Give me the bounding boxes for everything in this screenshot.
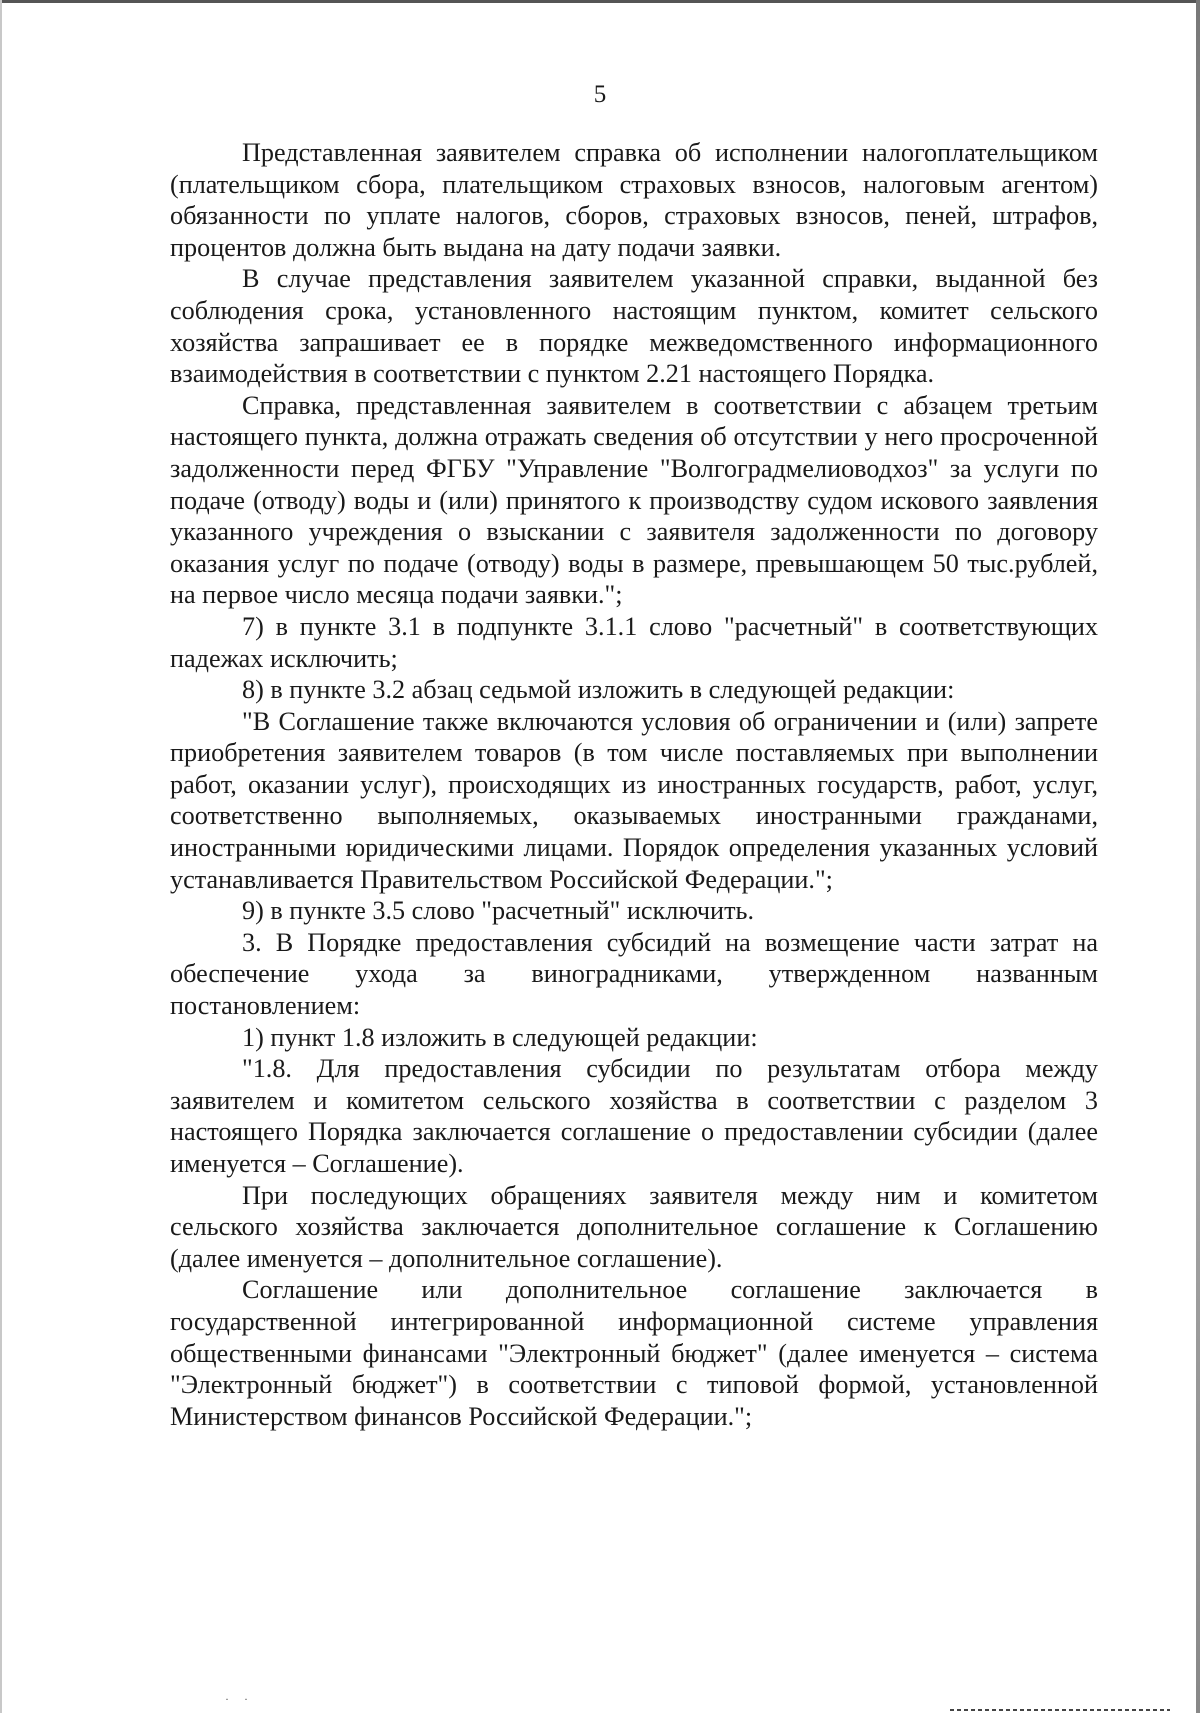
paragraph-item-7: 7) в пункте 3.1 в подпункте 3.1.1 слово "расчетный" в соответствующих падежах исключить; xyxy=(170,611,1098,673)
page-number: 5 xyxy=(593,81,607,108)
scan-right-edge xyxy=(1196,0,1200,1713)
scan-top-border xyxy=(0,0,1200,3)
scan-left-edge xyxy=(0,0,2,1713)
paragraph-electronic-budget: Соглашение или дополнительное соглашение заключается в государственной интегрированной информационной системе управления общественными финансами "Электронный бюджет" (далее именуется – система "Электронный бюджет") в соответствии с типовой формой, установленной Министерством финансов Российской Федерации."; xyxy=(170,1275,1098,1431)
scan-artifact-dash xyxy=(950,1709,1170,1711)
document-body xyxy=(170,137,1098,1432)
paragraph-interagency-request: В случае представления заявителем указанной справки, выданной без соблюдения срока, установленного настоящим пунктом, комитет сельского хозяйства запрашивает ее в порядке межведомственного информационного взаимодействия в соответствии с пунктом 2.21 настоящего Порядка. xyxy=(170,264,1098,389)
paragraph-item-9: 9) в пункте 3.5 слово "расчетный" исключить. xyxy=(242,896,754,926)
paragraph-clause-1-8: "1.8. Для предоставления субсидии по результатам отбора между заявителем и комитетом сельского хозяйства в соответствии с разделом 3 настоящего Порядка заключается соглашение о предоставлении субсидии (далее именуется – Соглашение). xyxy=(170,1054,1098,1178)
paragraph-item-8: 8) в пункте 3.2 абзац седьмой изложить в следующей редакции: xyxy=(242,675,955,705)
paragraph-section-3: 3. В Порядке предоставления субсидий на возмещение части затрат на обеспечение ухода за виноградниками, утвержденном названным постановлением: xyxy=(170,927,1098,1021)
paragraph-additional-agreement: При последующих обращениях заявителя между ним и комитетом сельского хозяйства заключается дополнительное соглашение к Соглашению (далее именуется – дополнительное соглашение). xyxy=(170,1180,1098,1273)
paragraph-certificate-content: Справка, представленная заявителем в соответствии с абзацем третьим настоящего пункта, должна отражать сведения об отсутствии у него просроченной задолженности перед ФГБУ "Управление "Волгоградмелиоводхоз" за услуги по подаче (отводу) воды и (или) принятого к производству судом искового заявления указанного учреждения о взыскании с заявителя задолженности по договору оказания услуг по подаче (отводу) воды в размере, превышающем 50 тыс.рублей, на первое число месяца подачи заявки."; xyxy=(170,390,1098,610)
paragraph-item-1: 1) пункт 1.8 изложить в следующей редакции: xyxy=(242,1022,758,1052)
scan-artifact-dots: · · xyxy=(225,1692,254,1706)
paragraph-agreement-conditions: "В Соглашение также включаются условия об ограничении и (или) запрете приобретения заявителем товаров (в том числе поставляемых при выполнении работ, оказании услуг), происходящих из иностранных государств, работ, услуг, соответственно выполняемых, оказываемых иностранными гражданами, иностранными юридическими лицами. Порядок определения указанных условий устанавливается Правительством Российской Федерации."; xyxy=(170,706,1098,894)
paragraph-certificate-requirements: Представленная заявителем справка об исполнении налогоплательщиком (плательщиком сбора, плательщиком страховых взносов, налоговым агентом) обязанности по уплате налогов, сборов, страховых взносов, пеней, штрафов, процентов должна быть выдана на дату подачи заявки. xyxy=(170,138,1098,262)
